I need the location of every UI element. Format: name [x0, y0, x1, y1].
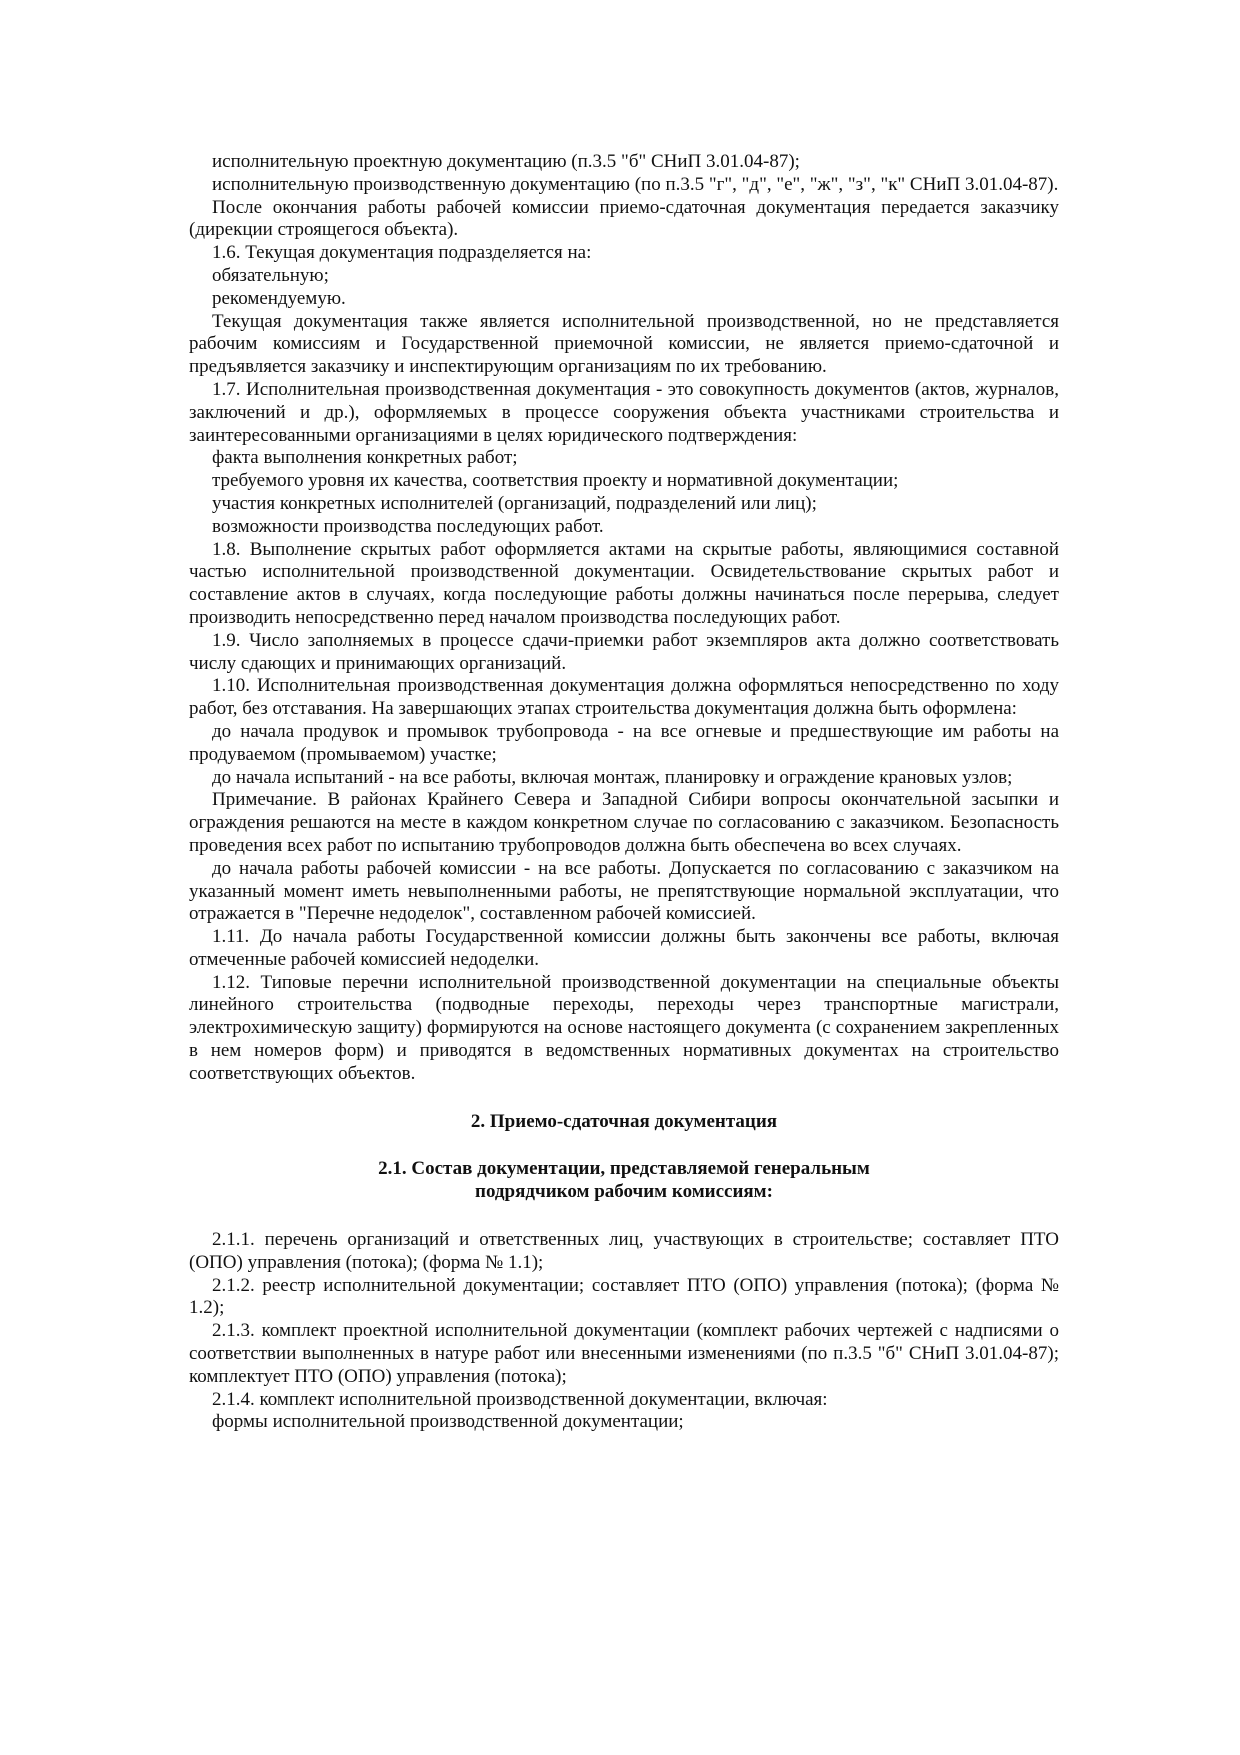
subsection-heading-line: подрядчиком рабочим комиссиям:: [475, 1181, 773, 1203]
paragraph: 1.7. Исполнительная производственная документация - это совокупность документов (актов, журналов, заключений и др.), оформляемых в процессе сооружения объекта участниками строительства и заинтересованными организациями в целях юридического подтверждения:: [189, 378, 1059, 446]
document-page: [189, 151, 1059, 1434]
subsection-heading: [189, 1158, 1059, 1204]
paragraph: 1.8. Выполнение скрытых работ оформляется актами на скрытые работы, являющимися составной частью исполнительной производственной документации. Освидетельствование скрытых работ и составление актов в случаях, когда последующие работы должны начинаться после перерыва, следует производить непосредственно перед началом производства последующих работ.: [189, 538, 1059, 628]
paragraph: 1.12. Типовые перечни исполнительной производственной документации на специальные объекты линейного строительства (подводные переходы, переходы через транспортные магистрали, электрохимическую защиту) формируются на основе настоящего документа (с сохранением закрепленных в нем номеров форм) и приводятся в ведомственных нормативных документах на строительство соответствующих объектов.: [189, 971, 1059, 1084]
paragraph: 2.1.2. реестр исполнительной документации; составляет ПТО (ОПО) управления (потока); (форма № 1.2);: [189, 1274, 1059, 1319]
paragraph: обязательную;: [212, 264, 329, 286]
paragraph: участия конкретных исполнителей (организаций, подразделений или лиц);: [212, 492, 817, 514]
subsection-heading-line: 2.1. Состав документации, представляемой генеральным: [378, 1158, 870, 1180]
paragraph: до начала продувок и промывок трубопровода - на все огневые и предшествующие им работы на продуваемом (промываемом) участке;: [189, 720, 1059, 765]
paragraph: 1.10. Исполнительная производственная документация должна оформляться непосредственно по ходу работ, без отставания. На завершающих этапах строительства документация должна быть оформлена:: [189, 675, 1059, 720]
section-heading: 2. Приемо-сдаточная документация: [470, 1110, 778, 1132]
paragraph: возможности производства последующих работ.: [212, 515, 604, 537]
paragraph: факта выполнения конкретных работ;: [212, 447, 518, 469]
paragraph: 1.11. До начала работы Государственной комиссии должны быть закончены все работы, включая отмеченные рабочей комиссией недоделки.: [189, 926, 1059, 970]
paragraph: исполнительную производственную документацию (по п.3.5 "г", "д", "е", "ж", "з", "к" СНиП 3.01.04-87).: [212, 173, 1059, 195]
paragraph: После окончания работы рабочей комиссии приемо-сдаточная документация передается заказчику (дирекции строящегося объекта).: [189, 196, 1059, 241]
note-paragraph: Примечание. В районах Крайнего Севера и Западной Сибири вопросы окончательной засыпки и ограждения решаются на месте в каждом конкретном случае по согласованию с заказчиком. Безопасность проведения всех работ по испытанию трубопроводов должна быть обеспечена во всех случаях.: [189, 789, 1059, 856]
paragraph: требуемого уровня их качества, соответствия проекту и нормативной документации;: [212, 470, 899, 492]
paragraph: до начала испытаний - на все работы, включая монтаж, планировку и ограждение крановых узлов;: [212, 766, 1013, 788]
paragraph: формы исполнительной производственной документации;: [212, 1411, 684, 1433]
paragraph: 2.1.4. комплект исполнительной производственной документации, включая:: [212, 1388, 828, 1410]
paragraph: 1.6. Текущая документация подразделяется на:: [212, 242, 592, 264]
paragraph: 2.1.1. перечень организаций и ответственных лиц, участвующих в строительстве; составляет ПТО (ОПО) управления (потока); (форма № 1.1);: [189, 1229, 1059, 1273]
paragraph: до начала работы рабочей комиссии - на все работы. Допускается по согласованию с заказчиком на указанный момент иметь невыполненными работы, не препятствующие нормальной эксплуатации, что отражается в "Перечне недоделок", составленном рабочей комиссией.: [189, 857, 1059, 925]
paragraph: 2.1.3. комплект проектной исполнительной документации (комплект рабочих чертежей с надписями о соответствии выполненных в натуре работ или внесенными изменениями (по п.3.5 "б" СНиП 3.01.04-87); комплектует ПТО (ОПО) управления (потока);: [189, 1320, 1059, 1387]
paragraph: рекомендуемую.: [212, 287, 346, 309]
section-2-list: [189, 1229, 1059, 1434]
section-1-continuation: [189, 151, 1059, 1086]
paragraph: 1.9. Число заполняемых в процессе сдачи-приемки работ экземпляров акта должно соответствовать числу сдающих и принимающих организаций.: [189, 629, 1059, 674]
paragraph: Текущая документация также является исполнительной производственной, но не представляется рабочим комиссиям и Государственной приемочной комиссии, не является приемо-сдаточной и предъявляется заказчику и инспектирующим организациям по их требованию.: [189, 310, 1059, 378]
paragraph: исполнительную проектную документацию (п.3.5 "б" СНиП 3.01.04-87);: [212, 151, 800, 172]
